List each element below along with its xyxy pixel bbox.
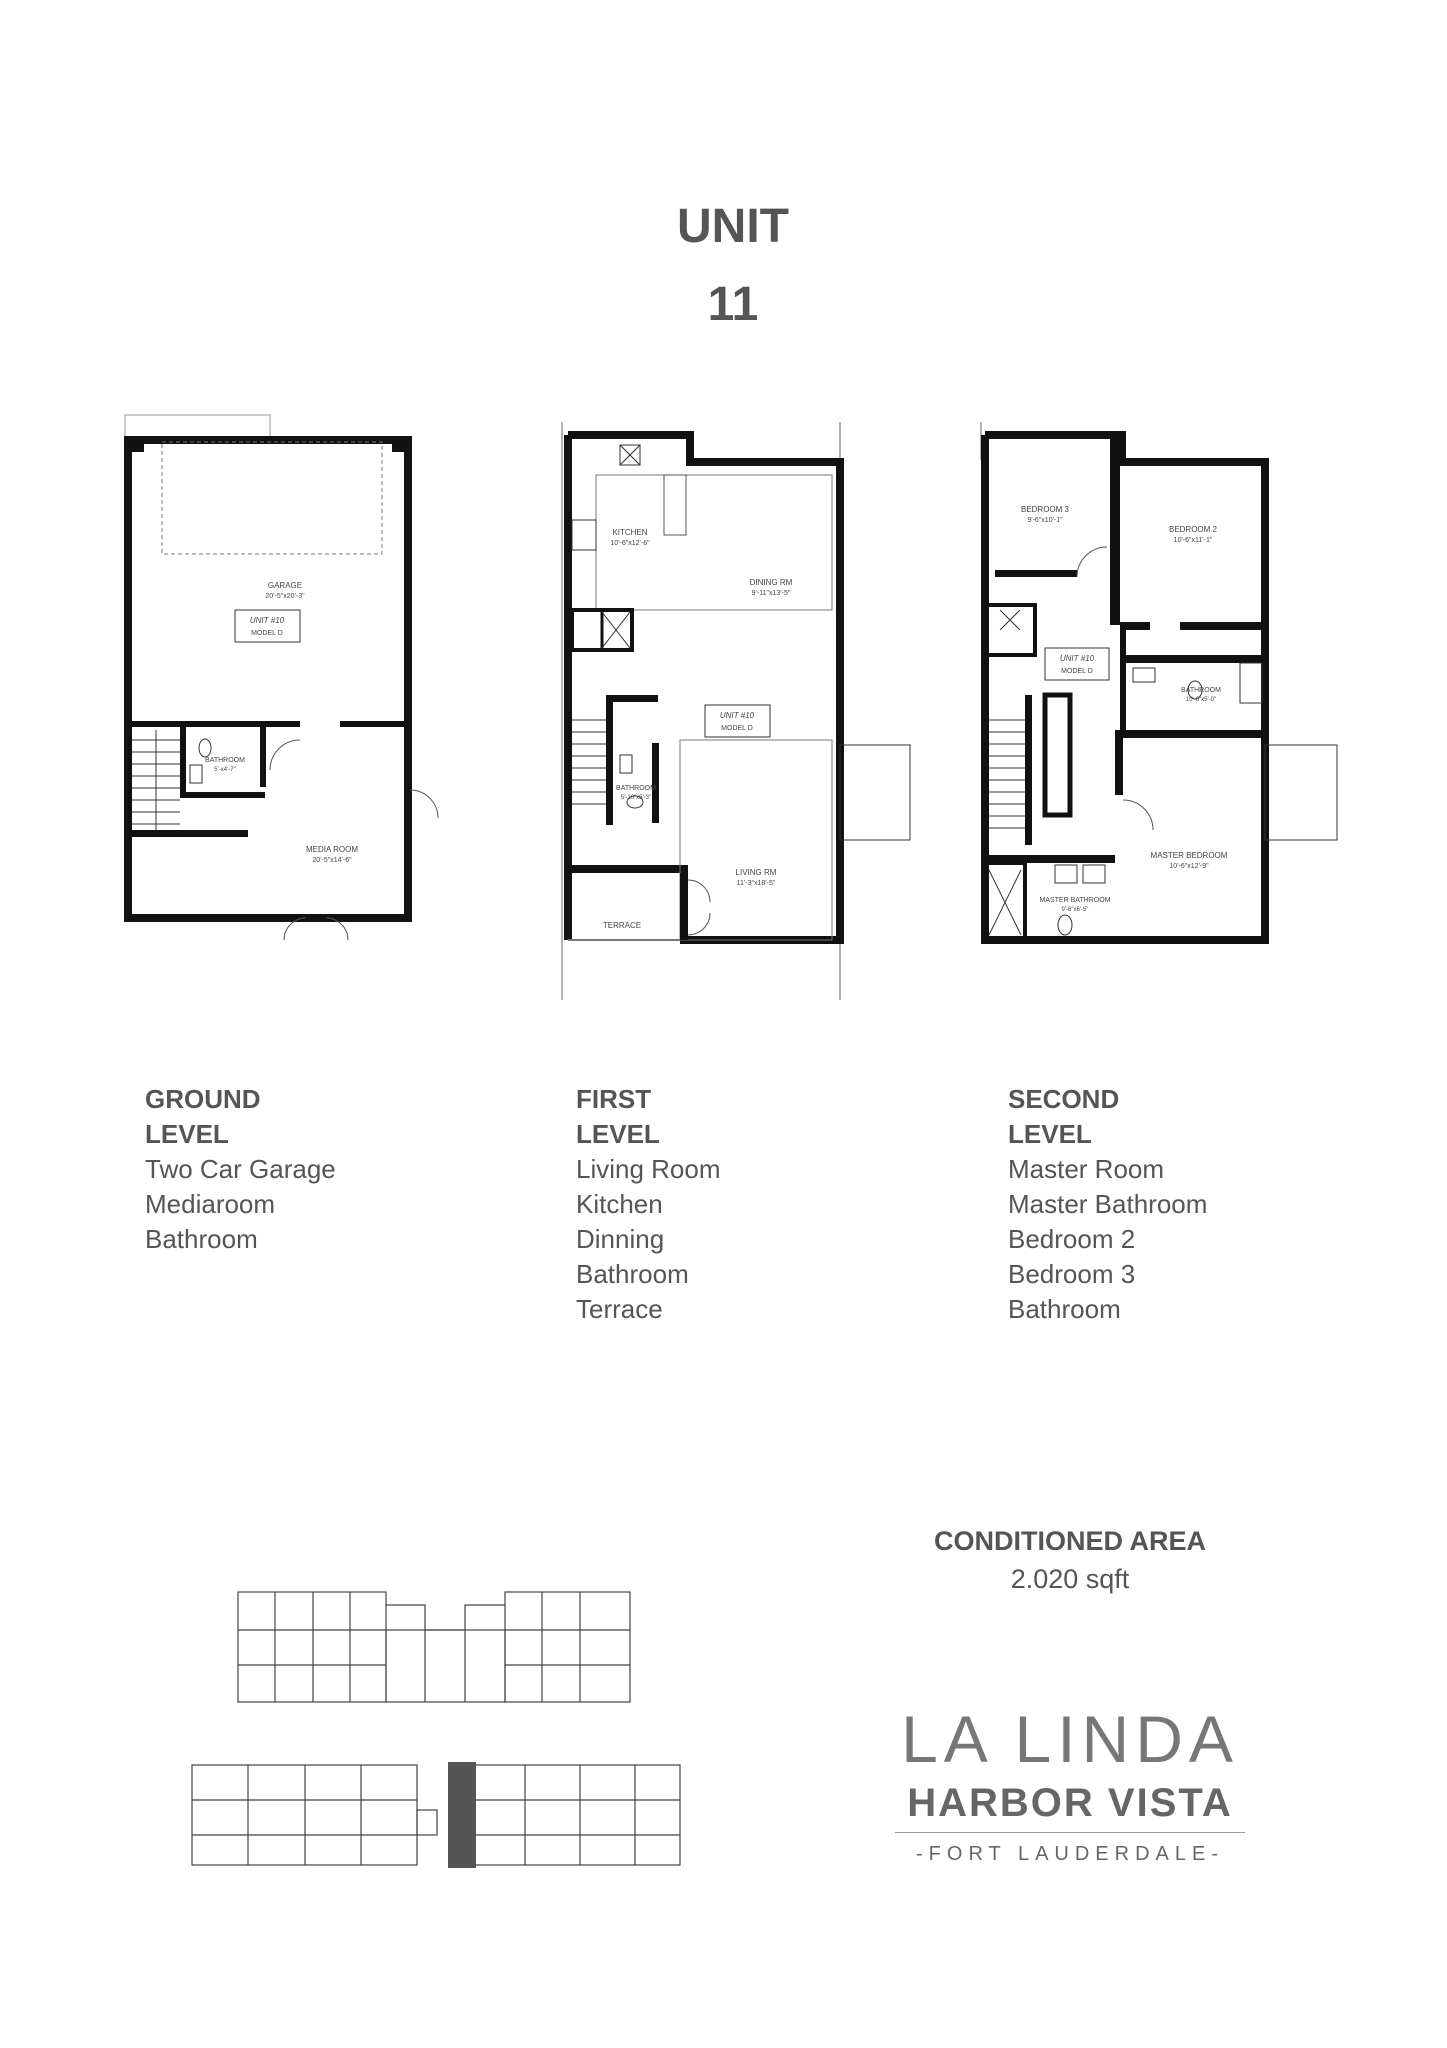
- ground-level-item: Two Car Garage: [145, 1154, 336, 1184]
- first-room-living-dim: 11'-3"x18'-5": [736, 880, 776, 887]
- second-level-item: Bathroom: [1008, 1294, 1121, 1324]
- first-level-heading-2: LEVEL: [576, 1119, 660, 1149]
- first-level-item: Bathroom: [576, 1259, 689, 1289]
- site-plan-key: [180, 1580, 700, 1890]
- ground-room-garage: GARAGE: [267, 581, 303, 590]
- first-room-dining-dim: 9'-11"x13'-5": [751, 590, 791, 597]
- second-room-bedroom3-dim: 9'-6"x10'-1": [1027, 517, 1063, 524]
- second-level-heading-1: SECOND: [1008, 1084, 1120, 1114]
- first-room-living: LIVING RM: [735, 868, 777, 877]
- second-model-tag: MODEL D: [1061, 668, 1093, 675]
- ground-room-media-dim: 20'-5"x14'-6": [312, 857, 352, 864]
- second-level-item: Bedroom 2: [1008, 1224, 1136, 1254]
- first-level-item: Living Room: [576, 1154, 721, 1184]
- second-room-bathroom: BATHROOM: [1181, 687, 1221, 694]
- first-level-heading-1: FIRST: [576, 1084, 652, 1114]
- first-level-plan: [540, 400, 920, 1000]
- ground-level-item: Bathroom: [145, 1224, 258, 1254]
- conditioned-area-heading: CONDITIONED AREA: [933, 1526, 1206, 1556]
- ground-model-tag: MODEL D: [251, 630, 283, 637]
- ground-level-item: Mediaroom: [145, 1189, 276, 1219]
- second-room-master-bedroom: MASTER BEDROOM: [1150, 851, 1228, 860]
- logo-line-3: -FORT LAUDERDALE-: [916, 1843, 1224, 1865]
- ground-room-garage-dim: 20'-5"x20'-3": [265, 593, 305, 600]
- first-room-kitchen: KITCHEN: [612, 528, 648, 537]
- unit-number: 11: [707, 278, 759, 331]
- brand-logo: [860, 1700, 1280, 1869]
- second-level-list: [1008, 1082, 1207, 1327]
- ground-unit-tag: UNIT #10: [249, 616, 285, 625]
- unit-label: UNIT: [677, 200, 789, 253]
- first-level-item: Kitchen: [576, 1189, 663, 1219]
- first-room-terrace: TERRACE: [602, 921, 642, 930]
- conditioned-area-value: 2.020 sqft: [1010, 1564, 1130, 1594]
- first-level-list: [576, 1082, 721, 1327]
- ground-room-media: MEDIA ROOM: [305, 845, 359, 854]
- ground-level-list: [145, 1082, 336, 1257]
- logo-line-2: HARBOR VISTA: [907, 1781, 1233, 1825]
- second-level-item: Bedroom 3: [1008, 1259, 1136, 1289]
- first-level-item: Dinning: [576, 1224, 665, 1254]
- first-room-bathroom-dim: 5'-10"x5'-3": [620, 795, 652, 801]
- logo-line-1: LA LINDA: [901, 1702, 1239, 1776]
- conditioned-area: [900, 1522, 1240, 1598]
- second-level-plan: [965, 400, 1345, 1000]
- first-room-kitchen-dim: 10'-6"x12'-6": [610, 540, 650, 547]
- first-room-dining: DINING RM: [749, 578, 793, 587]
- second-room-bedroom3: BEDROOM 3: [1020, 505, 1070, 514]
- second-room-master-bathroom-dim: 9'-6"x6'-5": [1061, 907, 1089, 913]
- highlighted-unit: [448, 1762, 476, 1868]
- first-room-bathroom: BATHROOM: [616, 785, 656, 792]
- first-model-tag: MODEL D: [721, 725, 753, 732]
- ground-room-bathroom: BATHROOM: [205, 757, 245, 764]
- second-unit-tag: UNIT #10: [1059, 654, 1095, 663]
- second-room-bedroom2-dim: 10'-6"x11'-1": [1173, 537, 1213, 544]
- second-room-bathroom-dim: 10'-6"x5'-0": [1185, 697, 1217, 703]
- second-room-master-bedroom-dim: 10'-6"x12'-9": [1169, 863, 1209, 870]
- ground-level-heading-1: GROUND: [145, 1084, 261, 1114]
- ground-level-plan: [120, 400, 460, 980]
- ground-room-bathroom-dim: 5'-x4'-7": [214, 767, 236, 773]
- second-room-master-bathroom: MASTER BATHROOM: [1039, 897, 1111, 904]
- unit-title: [0, 188, 1447, 344]
- ground-level-heading-2: LEVEL: [145, 1119, 229, 1149]
- first-level-item: Terrace: [576, 1294, 663, 1324]
- second-room-bedroom2: BEDROOM 2: [1168, 525, 1218, 534]
- second-level-item: Master Bathroom: [1008, 1189, 1208, 1219]
- second-level-item: Master Room: [1008, 1154, 1165, 1184]
- first-unit-tag: UNIT #10: [719, 711, 755, 720]
- second-level-heading-2: LEVEL: [1008, 1119, 1092, 1149]
- logo-divider: [895, 1832, 1245, 1833]
